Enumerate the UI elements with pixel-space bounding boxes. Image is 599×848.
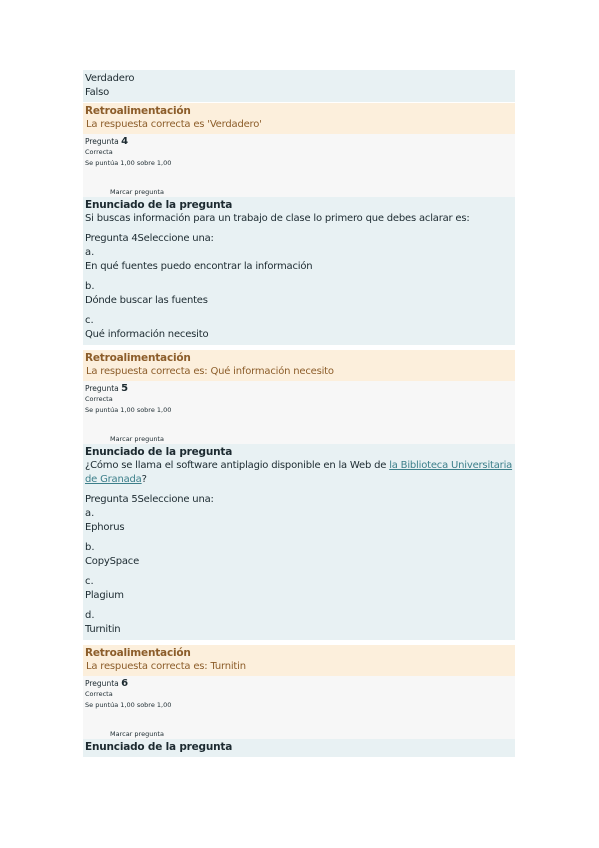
- choice-b[interactable]: Dónde buscar las fuentes: [85, 295, 208, 306]
- question-number-value: 6: [121, 678, 129, 689]
- choice-a[interactable]: En qué fuentes puedo encontrar la información: [85, 261, 313, 272]
- choice-letter-c: c.: [85, 576, 94, 587]
- option-false[interactable]: Falso: [85, 87, 110, 98]
- flag-question-link[interactable]: Marcar pregunta: [110, 435, 164, 443]
- question-number: [85, 384, 513, 394]
- feedback-text: La respuesta correcta es 'Verdadero': [86, 119, 262, 130]
- statement-title: Enunciado de la pregunta: [85, 741, 233, 753]
- feedback-q5: [83, 645, 515, 676]
- feedback-q4: [83, 350, 515, 381]
- choice-letter-a: a.: [85, 508, 95, 519]
- previous-question-options: [83, 70, 515, 102]
- choice-letter-b: b.: [85, 542, 95, 553]
- quiz-review: [83, 70, 515, 757]
- question-number: [85, 137, 513, 147]
- question-formulation-5: [83, 444, 515, 640]
- question-info-6: [83, 676, 515, 739]
- question-info-5: [83, 381, 515, 444]
- statement-title: Enunciado de la pregunta: [85, 199, 233, 211]
- question-score: Se puntúa 1,00 sobre 1,00: [85, 701, 172, 709]
- statement-title: Enunciado de la pregunta: [85, 446, 233, 458]
- feedback-text: La respuesta correcta es: Turnitin: [86, 661, 246, 672]
- feedback-title: Retroalimentación: [85, 647, 191, 659]
- choice-letter-d: d.: [85, 610, 95, 621]
- choice-d[interactable]: Turnitin: [85, 624, 121, 635]
- question-score: Se puntúa 1,00 sobre 1,00: [85, 406, 172, 414]
- choice-letter-a: a.: [85, 247, 95, 258]
- flag-question-link[interactable]: Marcar pregunta: [110, 188, 164, 196]
- question-status: Correcta: [85, 148, 113, 156]
- question-score: Se puntúa 1,00 sobre 1,00: [85, 159, 172, 167]
- question-number-value: 4: [121, 136, 129, 147]
- question-label: Pregunta: [85, 679, 119, 688]
- question-info-4: [83, 134, 515, 197]
- statement-text-before: ¿Cómo se llama el software antiplagio disponible en la Web de: [85, 460, 390, 471]
- question-status: Correcta: [85, 395, 113, 403]
- question-number: [85, 679, 513, 689]
- choice-letter-b: b.: [85, 281, 95, 292]
- feedback-title: Retroalimentación: [85, 105, 191, 117]
- question-label: Pregunta: [85, 384, 119, 393]
- feedback-q3: [83, 103, 515, 134]
- choice-c[interactable]: Plagium: [85, 590, 124, 601]
- choice-letter-c: c.: [85, 315, 94, 326]
- choice-b[interactable]: CopySpace: [85, 556, 140, 567]
- question-formulation-4: [83, 197, 515, 345]
- choice-c[interactable]: Qué información necesito: [85, 329, 209, 340]
- flag-question-link[interactable]: Marcar pregunta: [110, 730, 164, 738]
- option-true[interactable]: Verdadero: [85, 73, 135, 84]
- statement-text-after: ?: [141, 474, 147, 485]
- question-status: Correcta: [85, 690, 113, 698]
- feedback-title: Retroalimentación: [85, 352, 191, 364]
- library-link[interactable]: la Biblioteca Universitaria de Granada: [85, 460, 513, 485]
- feedback-text: La respuesta correcta es: Qué información necesito: [86, 366, 334, 377]
- answer-prompt: Pregunta 4Seleccione una:: [85, 233, 214, 244]
- divider: [83, 345, 515, 349]
- answer-prompt: Pregunta 5Seleccione una:: [85, 494, 214, 505]
- choice-a[interactable]: Ephorus: [85, 522, 125, 533]
- question-formulation-6: [83, 739, 515, 757]
- statement-text: Si buscas información para un trabajo de clase lo primero que debes aclarar es:: [85, 213, 470, 224]
- divider: [83, 640, 515, 644]
- question-label: Pregunta: [85, 137, 119, 146]
- statement-text: [85, 459, 513, 487]
- question-number-value: 5: [121, 383, 129, 394]
